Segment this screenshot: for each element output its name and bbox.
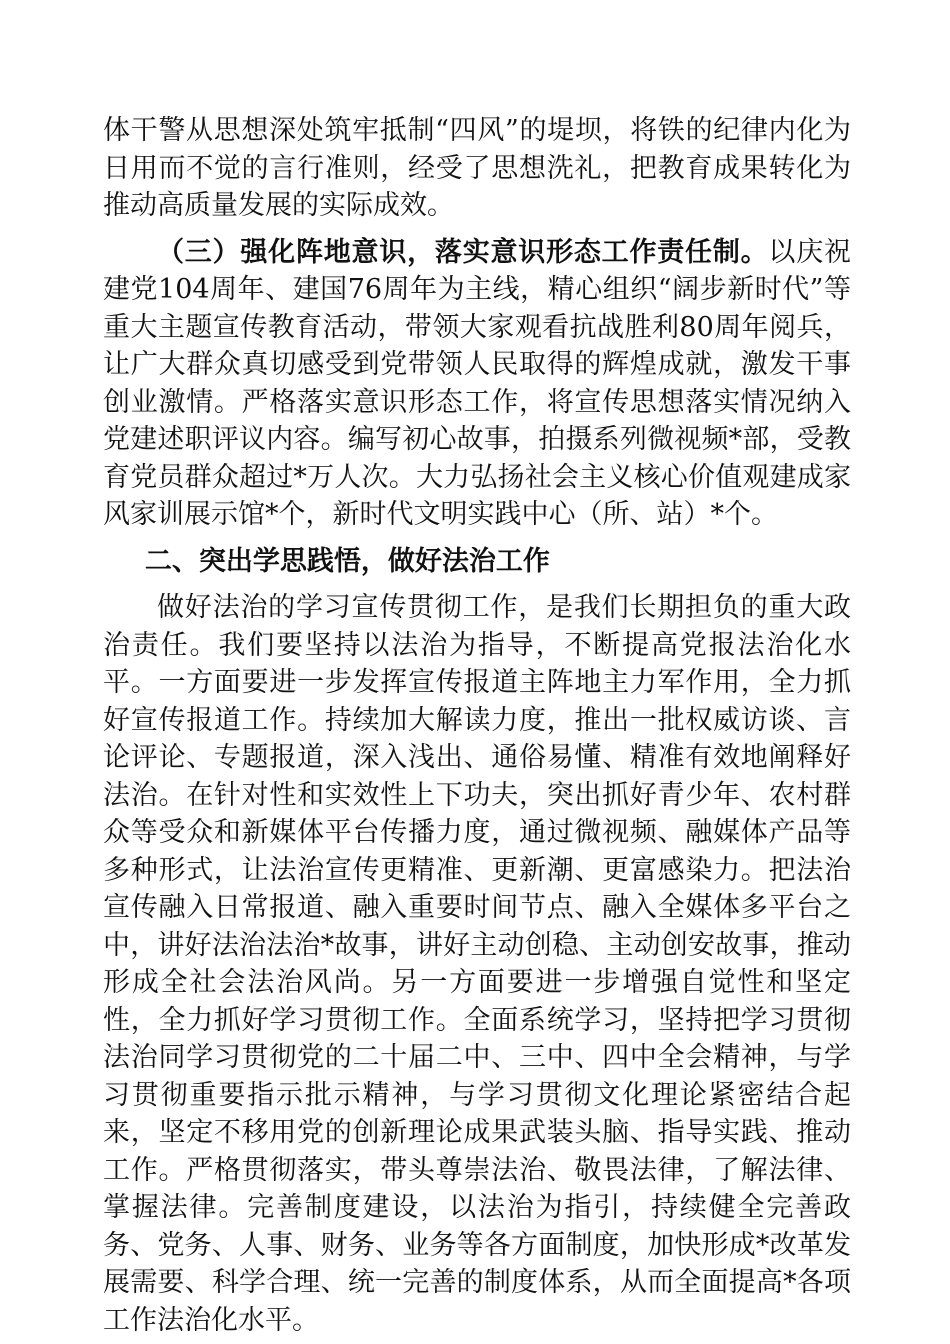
paragraph-law-text: 做好法治的学习宣传贯彻工作，是我们长期担负的重大政治责任。我们要坚持以法治为指导，不断提高党报法治化水平。一方面要进一步发挥宣传报道主阵地主力军作用，全力抓好宣传报道工作。持续加大解读力度，推出一批权威访谈、言论评论、专题报道，深入浅出、通俗易懂、精准有效地阐释好法治。在针对性和实效性上下功夫，突出抓好青少年、农村群众等受众和新媒体平台传播力度，通过微视频、融媒体产品等多种形式，让法治宣传更精准、更新潮、更富感染力。把法治宣传融入日常报道、融入重要时间节点、融入全媒体多平台之中，讲好法治法治*故事，讲好主动创稳、主动创安故事，推动形成全社会法治风尚。另一方面要进一步增强自觉性和坚定性，全力抓好学习贯彻工作。全面系统学习，坚持把学习贯彻法治同学习贯彻党的二十届二中、三中、四中全会精神，与学习贯彻重要指示批示精神，与学习贯彻文化理论紧密结合起来，坚定不移用党的创新理论成果武装头脑、指导实践、推动工作。严格贯彻落实，带头尊崇法治、敬畏法律，了解法律、掌握法律。完善制度建设，以法治为指引，持续健全完善政务、党务、人事、财务、业务等各方面制度，加快形成*改革发展需要、科学合理、统一完善的制度体系，从而全面提高*各项工作法治化水平。: [103, 592, 851, 1336]
paragraph-section-3: [103, 234, 851, 534]
section-heading-2-text: 二、突出学思践悟，做好法治工作: [144, 545, 550, 577]
section-heading-2: [103, 543, 851, 581]
paragraph-text: 体干警从思想深处筑牢抵制“四风”的堤坝，将铁的纪律内化为日用而不觉的言行准则，经受了思想洗礼，把教育成果转化为推动高质量发展的实际成效。: [103, 115, 851, 221]
document-body: [103, 112, 851, 1339]
paragraph-law-work: [103, 589, 851, 1339]
paragraph-continuation: [103, 112, 851, 225]
section-3-lead: （三）强化阵地意识，落实意识形态工作责任制。: [157, 236, 769, 268]
section-3-body: 以庆祝建党104周年、建国76周年为主线，精心组织“阔步新时代”等重大主题宣传教育活动，带领大家观看抗战胜利80周年阅兵，让广大群众真切感受到党带领人民取得的辉煌成就，激发干事创业激情。严格落实意识形态工作，将宣传思想落实情况纳入党建述职评议内容。编写初心故事，拍摄系列微视频*部，受教育党员群众超过*万人次。大力弘扬社会主义核心价值观建成家风家训展示馆*个，新时代文明实践中心（所、站）*个。: [103, 236, 852, 530]
